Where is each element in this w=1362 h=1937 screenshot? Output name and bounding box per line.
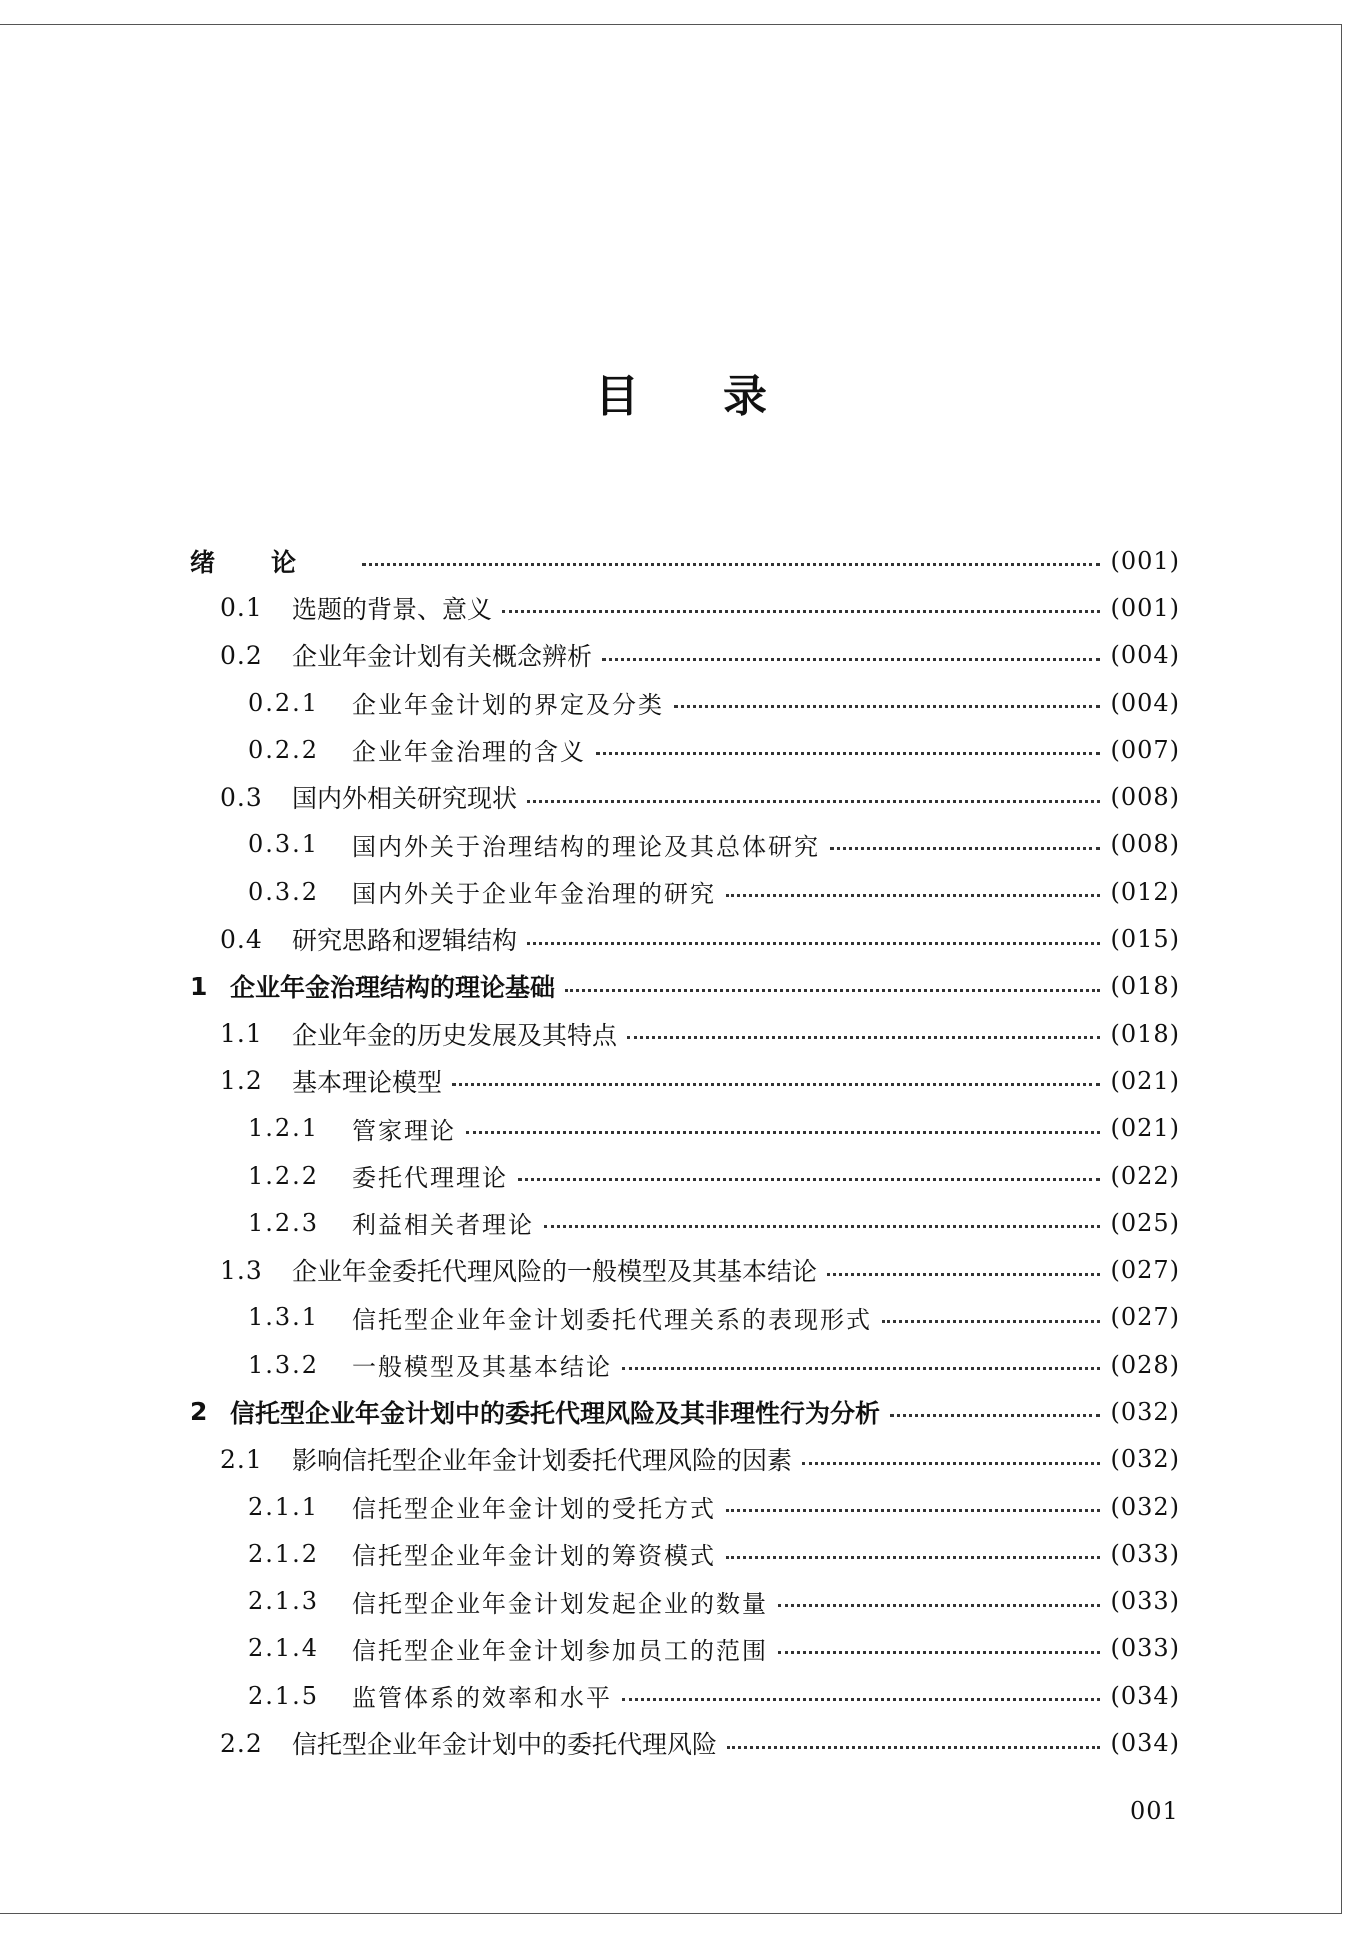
toc-entry-number: 2.2: [220, 1728, 263, 1758]
dot-leader: [726, 894, 1100, 897]
toc-entry-label: 一般模型及其基本结论: [352, 1353, 612, 1382]
toc-entry-number: 0.3: [220, 782, 263, 812]
table-of-contents: [0, 537, 1362, 1767]
toc-entry-page: (032): [1110, 1492, 1180, 1521]
toc-entry-page: (025): [1110, 1208, 1180, 1237]
toc-entry-page: (033): [1110, 1634, 1180, 1663]
toc-entry[interactable]: [0, 773, 1362, 820]
toc-entry-number: 0.1: [220, 593, 263, 623]
toc-entry-number: 1.1: [220, 1019, 263, 1049]
toc-entry-label: 信托型企业年金计划中的委托代理风险: [292, 1730, 718, 1760]
toc-entry-page: (018): [1110, 1019, 1180, 1048]
toc-entry-page: (032): [1110, 1397, 1180, 1426]
toc-entry[interactable]: [0, 584, 1362, 631]
dot-leader: [726, 1556, 1100, 1559]
toc-entry-number: 2.1.1: [248, 1492, 320, 1521]
toc-entry-number: 2.1.4: [248, 1634, 320, 1663]
toc-entry-label: 信托型企业年金计划的筹资模式: [352, 1542, 716, 1571]
dot-leader: [502, 610, 1100, 613]
toc-entry-page: (033): [1110, 1587, 1180, 1616]
toc-entry-number: 2.1: [220, 1444, 263, 1474]
dot-leader: [827, 1273, 1100, 1276]
toc-entry-page: (034): [1110, 1681, 1180, 1710]
toc-entry-label: 国内外关于治理结构的理论及其总体研究: [352, 832, 820, 861]
toc-entry[interactable]: [0, 868, 1362, 915]
dot-leader: [596, 752, 1100, 755]
toc-entry[interactable]: [0, 1341, 1362, 1388]
dot-leader: [830, 847, 1100, 850]
toc-entry-page: (012): [1110, 877, 1180, 906]
toc-entry[interactable]: [0, 1530, 1362, 1577]
toc-entry-page: (032): [1110, 1445, 1180, 1474]
dot-leader: [727, 1746, 1100, 1749]
toc-entry-label: 信托型企业年金计划委托代理关系的表现形式: [352, 1305, 872, 1334]
toc-entry[interactable]: [0, 1294, 1362, 1341]
toc-entry-label: 监管体系的效率和水平: [352, 1684, 612, 1713]
toc-entry-label: 企业年金的历史发展及其特点: [292, 1020, 618, 1050]
dot-leader: [882, 1320, 1100, 1323]
dot-leader: [890, 1414, 1100, 1417]
dot-leader: [778, 1651, 1100, 1654]
toc-entry-number: 0.2.1: [248, 688, 320, 717]
toc-entry[interactable]: [0, 963, 1362, 1010]
dot-leader: [452, 1083, 1100, 1086]
dot-leader: [602, 658, 1100, 661]
toc-entry-label: 企业年金委托代理风险的一般模型及其基本结论: [292, 1257, 818, 1287]
toc-entry-page: (001): [1110, 593, 1180, 622]
toc-entry-page: (021): [1110, 1114, 1180, 1143]
toc-entry-page: (021): [1110, 1066, 1180, 1095]
dot-leader: [726, 1509, 1100, 1512]
toc-entry-label: 企业年金治理的含义: [352, 738, 586, 767]
toc-entry[interactable]: [0, 1057, 1362, 1104]
toc-entry-label: 信托型企业年金计划的受托方式: [352, 1495, 716, 1524]
dot-leader: [518, 1178, 1100, 1181]
toc-entry[interactable]: [0, 726, 1362, 773]
toc-entry[interactable]: [0, 537, 1362, 584]
toc-entry[interactable]: [0, 1199, 1362, 1246]
dot-leader: [527, 800, 1100, 803]
toc-entry-label: 委托代理理论: [352, 1164, 508, 1192]
toc-entry[interactable]: [0, 821, 1362, 868]
dot-leader: [544, 1225, 1100, 1228]
dot-leader: [622, 1698, 1100, 1701]
toc-entry-number: 0.3.2: [248, 877, 320, 906]
toc-entry[interactable]: [0, 1483, 1362, 1530]
page-title: 目录: [595, 371, 851, 423]
toc-entry[interactable]: [0, 1152, 1362, 1199]
toc-entry-label: 国内外相关研究现状: [292, 784, 518, 814]
toc-entry[interactable]: [0, 1010, 1362, 1057]
page-number: 001: [1130, 1797, 1179, 1825]
toc-entry-number: 1: [190, 971, 209, 1001]
dot-leader: [622, 1367, 1100, 1370]
toc-entry-label: 企业年金治理结构的理论基础: [230, 973, 556, 1003]
toc-entry-page: (018): [1110, 972, 1180, 1001]
toc-entry-page: (007): [1110, 735, 1180, 764]
dot-leader: [627, 1036, 1100, 1039]
toc-entry[interactable]: [0, 1719, 1362, 1766]
dot-leader: [565, 989, 1100, 992]
toc-entry-number: 1.2.1: [248, 1114, 320, 1143]
toc-entry-label: 选题的背景、意义: [292, 594, 493, 624]
toc-entry-number: 2.1.2: [248, 1539, 320, 1568]
toc-entry-label: 绪论: [190, 547, 353, 577]
toc-entry-number: 2.1.3: [248, 1587, 320, 1616]
toc-entry[interactable]: [0, 1105, 1362, 1152]
toc-entry-page: (004): [1110, 688, 1180, 717]
dot-leader: [778, 1604, 1100, 1607]
toc-entry-label: 信托型企业年金计划中的委托代理风险及其非理性行为分析: [230, 1398, 881, 1428]
toc-entry-number: 1.3.2: [248, 1350, 320, 1379]
toc-entry-page: (001): [1110, 546, 1180, 575]
toc-entry-page: (008): [1110, 783, 1180, 812]
toc-entry-number: 0.4: [220, 924, 263, 954]
toc-entry-page: (027): [1110, 1256, 1180, 1285]
toc-entry-number: 1.2.3: [248, 1208, 320, 1237]
dot-leader: [527, 942, 1100, 945]
toc-entry[interactable]: [0, 1388, 1362, 1435]
toc-entry-number: 2.1.5: [248, 1681, 320, 1710]
toc-entry[interactable]: [0, 915, 1362, 962]
toc-entry-label: 信托型企业年金计划参加员工的范围: [352, 1636, 768, 1665]
toc-entry-number: 1.2.2: [248, 1161, 320, 1190]
toc-entry-page: (004): [1110, 641, 1180, 670]
toc-entry-label: 管家理论: [352, 1116, 456, 1145]
toc-entry-label: 信托型企业年金计划发起企业的数量: [352, 1589, 768, 1618]
toc-entry-label: 国内外关于企业年金治理的研究: [352, 880, 716, 909]
toc-entry-page: (027): [1110, 1303, 1180, 1332]
toc-entry[interactable]: [0, 679, 1362, 726]
toc-entry[interactable]: [0, 1625, 1362, 1672]
toc-entry-label: 企业年金计划的界定及分类: [352, 691, 664, 720]
toc-entry-page: (022): [1110, 1161, 1180, 1190]
toc-entry-page: (033): [1110, 1539, 1180, 1568]
toc-entry-number: 0.2.2: [248, 735, 320, 764]
dot-leader: [466, 1131, 1100, 1134]
toc-entry-number: 1.3: [220, 1255, 263, 1285]
toc-entry[interactable]: [0, 1672, 1362, 1719]
toc-entry-page: (028): [1110, 1350, 1180, 1379]
toc-entry-label: 利益相关者理论: [352, 1211, 534, 1240]
toc-entry-label: 影响信托型企业年金计划委托代理风险的因素: [292, 1446, 793, 1476]
dot-leader: [802, 1462, 1100, 1465]
toc-entry-page: (015): [1110, 925, 1180, 954]
toc-entry-page: (008): [1110, 830, 1180, 859]
toc-entry-number: 1.3.1: [248, 1303, 320, 1332]
toc-entry-number: 0.3.1: [248, 830, 320, 859]
toc-entry[interactable]: [0, 1578, 1362, 1625]
dot-leader: [362, 563, 1100, 566]
toc-entry-page: (034): [1110, 1729, 1180, 1758]
dot-leader: [674, 705, 1100, 708]
toc-entry[interactable]: [0, 1436, 1362, 1483]
toc-entry-number: 2: [190, 1397, 209, 1427]
toc-entry-number: 1.2: [220, 1066, 263, 1096]
toc-entry-number: 0.2: [220, 640, 263, 670]
toc-entry-label: 研究思路和逻辑结构: [292, 926, 518, 956]
toc-entry[interactable]: [0, 1246, 1362, 1293]
toc-entry-label: 企业年金计划有关概念辨析: [292, 642, 593, 672]
toc-entry-label: 基本理论模型: [292, 1067, 443, 1097]
toc-entry[interactable]: [0, 632, 1362, 679]
